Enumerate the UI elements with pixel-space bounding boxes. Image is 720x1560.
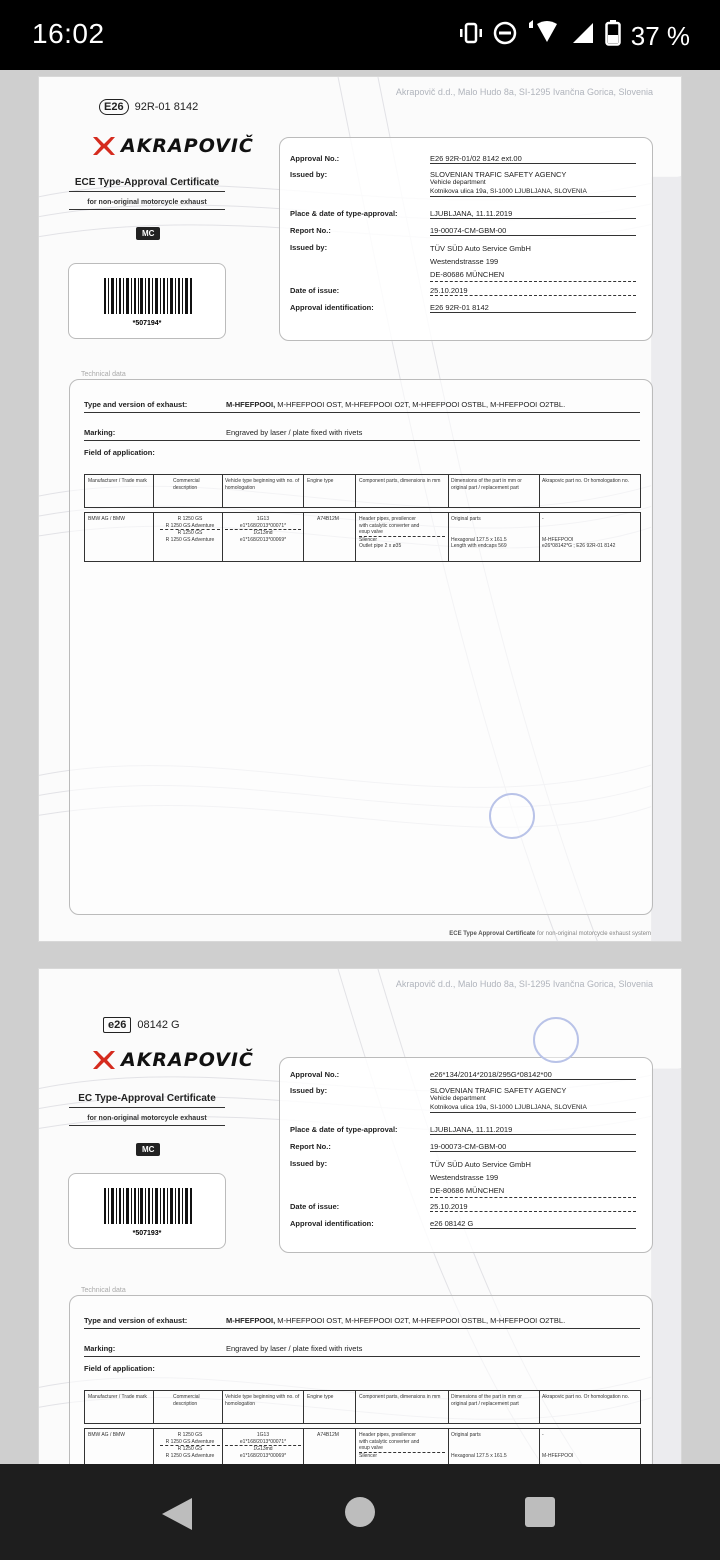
e-mark-badge: e26 [103, 1017, 131, 1033]
report-no-row: Report No.: 19-00073-CM-GBM-00 [290, 1142, 636, 1152]
e-mark-badge: E26 [99, 99, 129, 115]
certificate-page-2 [38, 968, 682, 1464]
technical-data-box [69, 1295, 653, 1464]
exhaust-type-row: Type and version of exhaust: M-HFEFPOOI, M-HFEFPOOI OST, M-HFEFPOOI O2T, M-HFEFPOOI OSTBL, M-HFEFPOOI O2TBL. [84, 400, 640, 413]
touch-indicator [533, 1017, 579, 1063]
application-table-row: BMW AG / BMW R 1250 GS R 1250 GS Adventure R 1250 GS R 1250 GS Adventure 1G13 e1*168/2013*00071* 1G13md e1*168/2013*00069* A74B12M Header pipes, presilencer with catalytic converter and exup valve Silencer Original parts Hexagonal 127.5 x 161.5 - M-HFEFPOOI [84, 1428, 641, 1464]
issued-by-row: Issued by: SLOVENIAN TRAFIC SAFETY AGENCY Vehicle department Kotnikova ulica 19a, SI-1000 LJUBLJANA, SLOVENIA [290, 170, 636, 197]
e-mark-header [103, 1017, 180, 1033]
technical-service-row: Issued by: TÜV SÜD Auto Service GmbH Westendstrasse 199 DE-80686 MÜNCHEN [290, 243, 636, 282]
place-date-row: Place & date of type-approval: LJUBLJANA, 11.11.2019 [290, 209, 636, 219]
approval-box [279, 137, 653, 341]
recent-apps-icon[interactable] [525, 1497, 555, 1527]
approval-id-row: Approval identification: E26 92R-01 8142 [290, 303, 636, 313]
brand-name: AKRAPOVIČ [121, 1049, 254, 1071]
application-table-header: Manufacturer / Trade mark Commercial description Vehicle type beginning with no. of homologation Engine type Component parts, dimensions in mm Dimensions of the part in mm or original part / replacement part Akrapovic part no. Or homologation no. [84, 1390, 641, 1424]
approval-no-row: Approval No.: E26 92R-01/02 8142 ext.00 [290, 154, 636, 164]
field-of-application-row: Field of application: [84, 1364, 155, 1373]
certificate-page-1 [38, 76, 682, 942]
category-badge: MC [136, 1143, 160, 1156]
marking-row: Marking: Engraved by laser / plate fixed with rivets [84, 1344, 640, 1357]
certificate-subtitle: for non-original motorcycle exhaust [69, 1115, 225, 1126]
technical-data-box [69, 379, 653, 915]
date-of-issue-row: Date of issue: 25.10.2019 [290, 1202, 636, 1212]
signal-icon [571, 21, 595, 52]
company-address: Akrapovič d.d., Malo Hudo 8a, SI-1295 Ivančna Gorica, Slovenia [395, 87, 653, 97]
technical-data-label: Technical data [81, 371, 126, 378]
company-address: Akrapovič d.d., Malo Hudo 8a, SI-1295 Ivančna Gorica, Slovenia [395, 979, 653, 989]
cert-code: 08142 G [137, 1019, 180, 1031]
scorpion-icon [91, 1049, 117, 1071]
marking-row: Marking: Engraved by laser / plate fixed with rivets [84, 428, 640, 441]
barcode-icon [104, 278, 192, 314]
place-date-row: Place & date of type-approval: LJUBLJANA, 11.11.2019 [290, 1125, 636, 1135]
approval-id-row: Approval identification: e26 08142 G [290, 1219, 636, 1229]
e-mark-header [99, 99, 198, 115]
akrapovic-logo [91, 135, 254, 157]
scorpion-icon [91, 135, 117, 157]
back-icon[interactable] [162, 1498, 192, 1530]
barcode-icon [104, 1188, 192, 1224]
application-table-header: Manufacturer / Trade mark Commercial description Vehicle type beginning with no. of homologation Engine type Component parts, dimensions in mm Dimensions of the part in mm or original part / replacement part Akrapovic part no. Or homologation no. [84, 474, 641, 508]
report-no-row: Report No.: 19-00074-CM-GBM-00 [290, 226, 636, 236]
wifi-icon [527, 20, 561, 53]
home-icon[interactable] [345, 1497, 375, 1527]
battery-icon [605, 20, 621, 53]
issued-by-row: Issued by: SLOVENIAN TRAFIC SAFETY AGENCY Vehicle department Kotnikova ulica 19a, SI-1000 LJUBLJANA, SLOVENIA [290, 1086, 636, 1113]
clock: 16:02 [32, 18, 105, 49]
touch-indicator [489, 793, 535, 839]
navigation-bar [0, 1464, 720, 1560]
approval-no-row: Approval No.: e26*134/2014*2018/295G*08142*00 [290, 1070, 636, 1080]
document-viewer[interactable] [0, 70, 720, 1464]
brand-name: AKRAPOVIČ [121, 135, 254, 157]
cert-code: 92R-01 8142 [134, 101, 199, 113]
exhaust-type-row: Type and version of exhaust: M-HFEFPOOI, M-HFEFPOOI OST, M-HFEFPOOI O2T, M-HFEFPOOI OSTBL, M-HFEFPOOI O2TBL. [84, 1316, 640, 1329]
status-icons [459, 20, 690, 53]
certificate-title: EC Type-Approval Certificate [69, 1093, 225, 1108]
page-footer: ECE Type Approval Certificate for non-original motorcycle exhaust system [449, 931, 651, 937]
field-of-application-row: Field of application: [84, 448, 155, 457]
do-not-disturb-icon [493, 21, 517, 52]
status-bar [0, 0, 720, 70]
date-of-issue-row: Date of issue: 25.10.2019 [290, 286, 636, 296]
certificate-subtitle: for non-original motorcycle exhaust [69, 199, 225, 210]
vibrate-icon [459, 21, 483, 52]
barcode-number: *507193* [132, 1230, 162, 1237]
barcode [68, 1173, 226, 1249]
technical-service-row: Issued by: TÜV SÜD Auto Service GmbH Westendstrasse 199 DE-80686 MÜNCHEN [290, 1159, 636, 1198]
technical-data-label: Technical data [81, 1287, 126, 1294]
battery-percent: 37 % [630, 21, 690, 51]
approval-box [279, 1057, 653, 1253]
akrapovic-logo [91, 1049, 254, 1071]
barcode [68, 263, 226, 339]
certificate-title: ECE Type-Approval Certificate [69, 177, 225, 192]
category-badge: MC [136, 227, 160, 240]
barcode-number: *507194* [132, 320, 162, 327]
application-table-row: BMW AG / BMW R 1250 GS R 1250 GS Adventure R 1250 GS R 1250 GS Adventure 1G13 e1*168/2013*00071* 1G13md e1*168/2013*00069* A74B12M Header pipes, presilencer with catalytic converter and exup valve Silencer Outlet pipe 2 x ø35 Original parts Hexagonal 127.5 x 161.5 Length with endcaps 569 - M-HFEFPOOI e26*08142*G ; E26 92R-01 8142 [84, 512, 641, 562]
